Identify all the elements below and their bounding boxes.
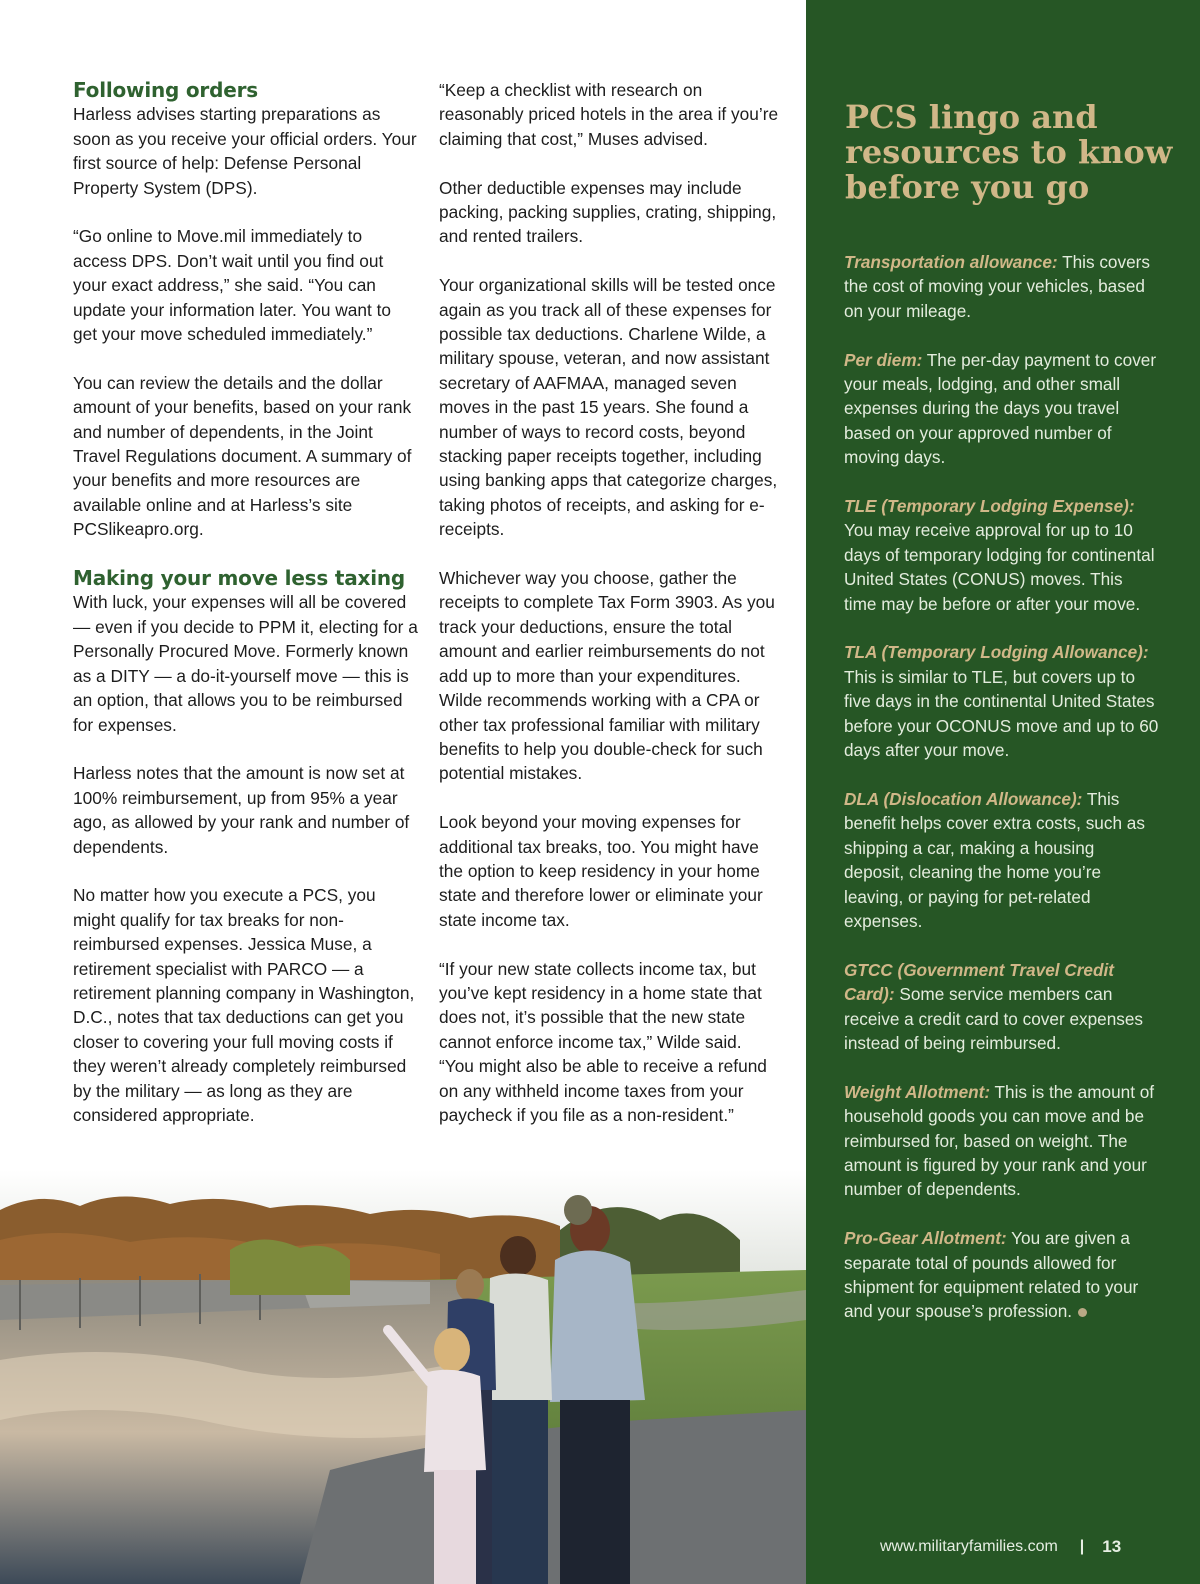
glossary-term: Pro-Gear Allotment: [844, 1228, 1007, 1249]
glossary-term: Weight Allotment: [844, 1081, 991, 1102]
glossary-term: DLA (Dislocation Allowance): [844, 788, 1083, 809]
glossary-definition: You may receive approval for up to 10 days of temporary lodging for continental United States (CONUS) moves. This time may be before or after your move. [844, 520, 1155, 614]
glossary-entry [844, 348, 1159, 470]
glossary-definition: You are given a separate total of pounds allowed for shipment for equipment related to your and your spouse’s profession. [844, 1228, 1139, 1322]
paragraph: Other deductible expenses may include packing, packing supplies, crating, shipping, and rented trailers. [439, 177, 777, 247]
paragraph: With luck, your expenses will all be covered — even if you decide to PPM it, electing for a Personally Procured Move. Formerly known as a DITY — a do-it-yourself move — this is an option, that allows you to be reimbursed for expenses. [73, 592, 418, 735]
footer-url: www.militaryfamilies.com [880, 1538, 1058, 1555]
glossary-list [844, 250, 1159, 1348]
end-mark-dot-icon [1078, 1308, 1087, 1317]
glossary-definition: This benefit helps cover extra costs, such as shipping a car, making a housing deposit, cleaning the home you’re leaving, or paying for pet-related expenses. [844, 788, 1145, 931]
glossary-entry [844, 787, 1159, 933]
paragraph: Harless notes that the amount is now set at 100% reimbursement, up from 95% a year ago, as allowed by your rank and number of dependents. [73, 763, 410, 857]
glossary-entry [844, 1080, 1159, 1202]
glossary-definition: The per-day payment to cover your meals, lodging, and other small expenses during the days you travel based on your approved number of moving days. [844, 349, 1157, 468]
sidebar-title: PCS lingo and resources to know before you go [845, 98, 1173, 206]
paragraph: “If your new state collects income tax, but you’ve kept residency in a home state that does not, it’s possible that the new state cannot enforce income tax,” Wilde said. “You might also be able to receive a refund on any withheld income taxes from your paycheck if you file as a non-resident.” [439, 958, 767, 1125]
glossary-entry [844, 250, 1159, 323]
paragraph: No matter how you execute a PCS, you might qualify for tax breaks for non-reimbursed expenses. Jessica Muse, a retirement specialist with PARCO — a retirement planning company in Washington, D.C., notes that tax deductions can get you closer to covering your full moving costs if they weren’t already completely reimbursed by the military — as long as they are considered appropriate. [73, 885, 415, 1125]
family-lakeside-photo [0, 1170, 806, 1584]
article-column-2 [439, 78, 781, 1152]
paragraph: Harless advises starting preparations as soon as you receive your official orders. Your first source of help: Defense Personal Property System (DPS). [73, 104, 417, 198]
section-heading-following-orders: Following orders [73, 78, 258, 102]
article-column-1 [73, 78, 418, 1152]
glossary-definition: This is similar to TLE, but covers up to five days in the continental United States before your OCONUS move and up to 60 days after your move. [844, 666, 1159, 761]
glossary-term: Per diem: [844, 349, 923, 370]
photo-illustration [0, 1170, 806, 1584]
paragraph: “Go online to Move.mil immediately to access DPS. Don’t wait until you find out your exact address,” she said. “You can update your information later. You want to get your move scheduled immediately.” [73, 226, 391, 345]
glossary-term: GTCC (Government Travel Credit Card): [844, 959, 1114, 1005]
glossary-term: Transportation allowance: [844, 252, 1058, 272]
glossary-entry [844, 1226, 1159, 1324]
glossary-entry [844, 958, 1159, 1056]
paragraph: “Keep a checklist with research on reasonably priced hotels in the area if you’re claiming that cost,” Muses advised. [439, 80, 779, 149]
paragraph: You can review the details and the dollar amount of your benefits, based on your rank and number of dependents, in the Joint Travel Regulations document. A summary of your benefits and more resources are available online and at Harless’s site PCSlikeapro.org. [73, 372, 412, 540]
page-number: 13 [1102, 1537, 1122, 1556]
glossary-definition: This covers the cost of moving your vehicles, based on your mileage. [844, 252, 1150, 321]
glossary-entry [844, 640, 1159, 762]
section-heading-move-less-taxing: Making your move less taxing [73, 566, 406, 591]
glossary-term: TLA (Temporary Lodging Allowance): [844, 642, 1149, 663]
paragraph: Your organizational skills will be tested once again as you track all of these expenses for possible tax deductions. Charlene Wilde, a military spouse, veteran, and now assistant secretary of AAFMAA, managed seven moves in the past 15 years. She found a number of ways to record costs, beyond stacking paper receipts together, including using banking apps that categorize charges, taking photos of receipts, and asking for e-receipts. [439, 275, 778, 540]
glossary-definition: Some service members can receive a credit card to cover expenses instead of being reimbursed. [844, 984, 1144, 1053]
glossary-entry [844, 494, 1159, 616]
paragraph: Whichever way you choose, gather the receipts to complete Tax Form 3903. As you track your deductions, ensure the total amount and earlier reimbursements do not add up to more than your expenditures. Wilde recommends working with a CPA or other tax professional familiar with military benefits to help you double-check for such potential mistakes. [439, 568, 775, 784]
page-footer [880, 1537, 1170, 1557]
paragraph: Look beyond your moving expenses for additional tax breaks, too. You might have the option to keep residency in your home state and therefore lower or eliminate your state income tax. [439, 812, 763, 930]
glossary-definition: This is the amount of household goods you can move and be reimbursed for, based on weight. The amount is figured by your rank and your number of dependents. [844, 1081, 1155, 1200]
footer-separator: | [1079, 1538, 1085, 1555]
glossary-term: TLE (Temporary Lodging Expense): [844, 496, 1135, 517]
